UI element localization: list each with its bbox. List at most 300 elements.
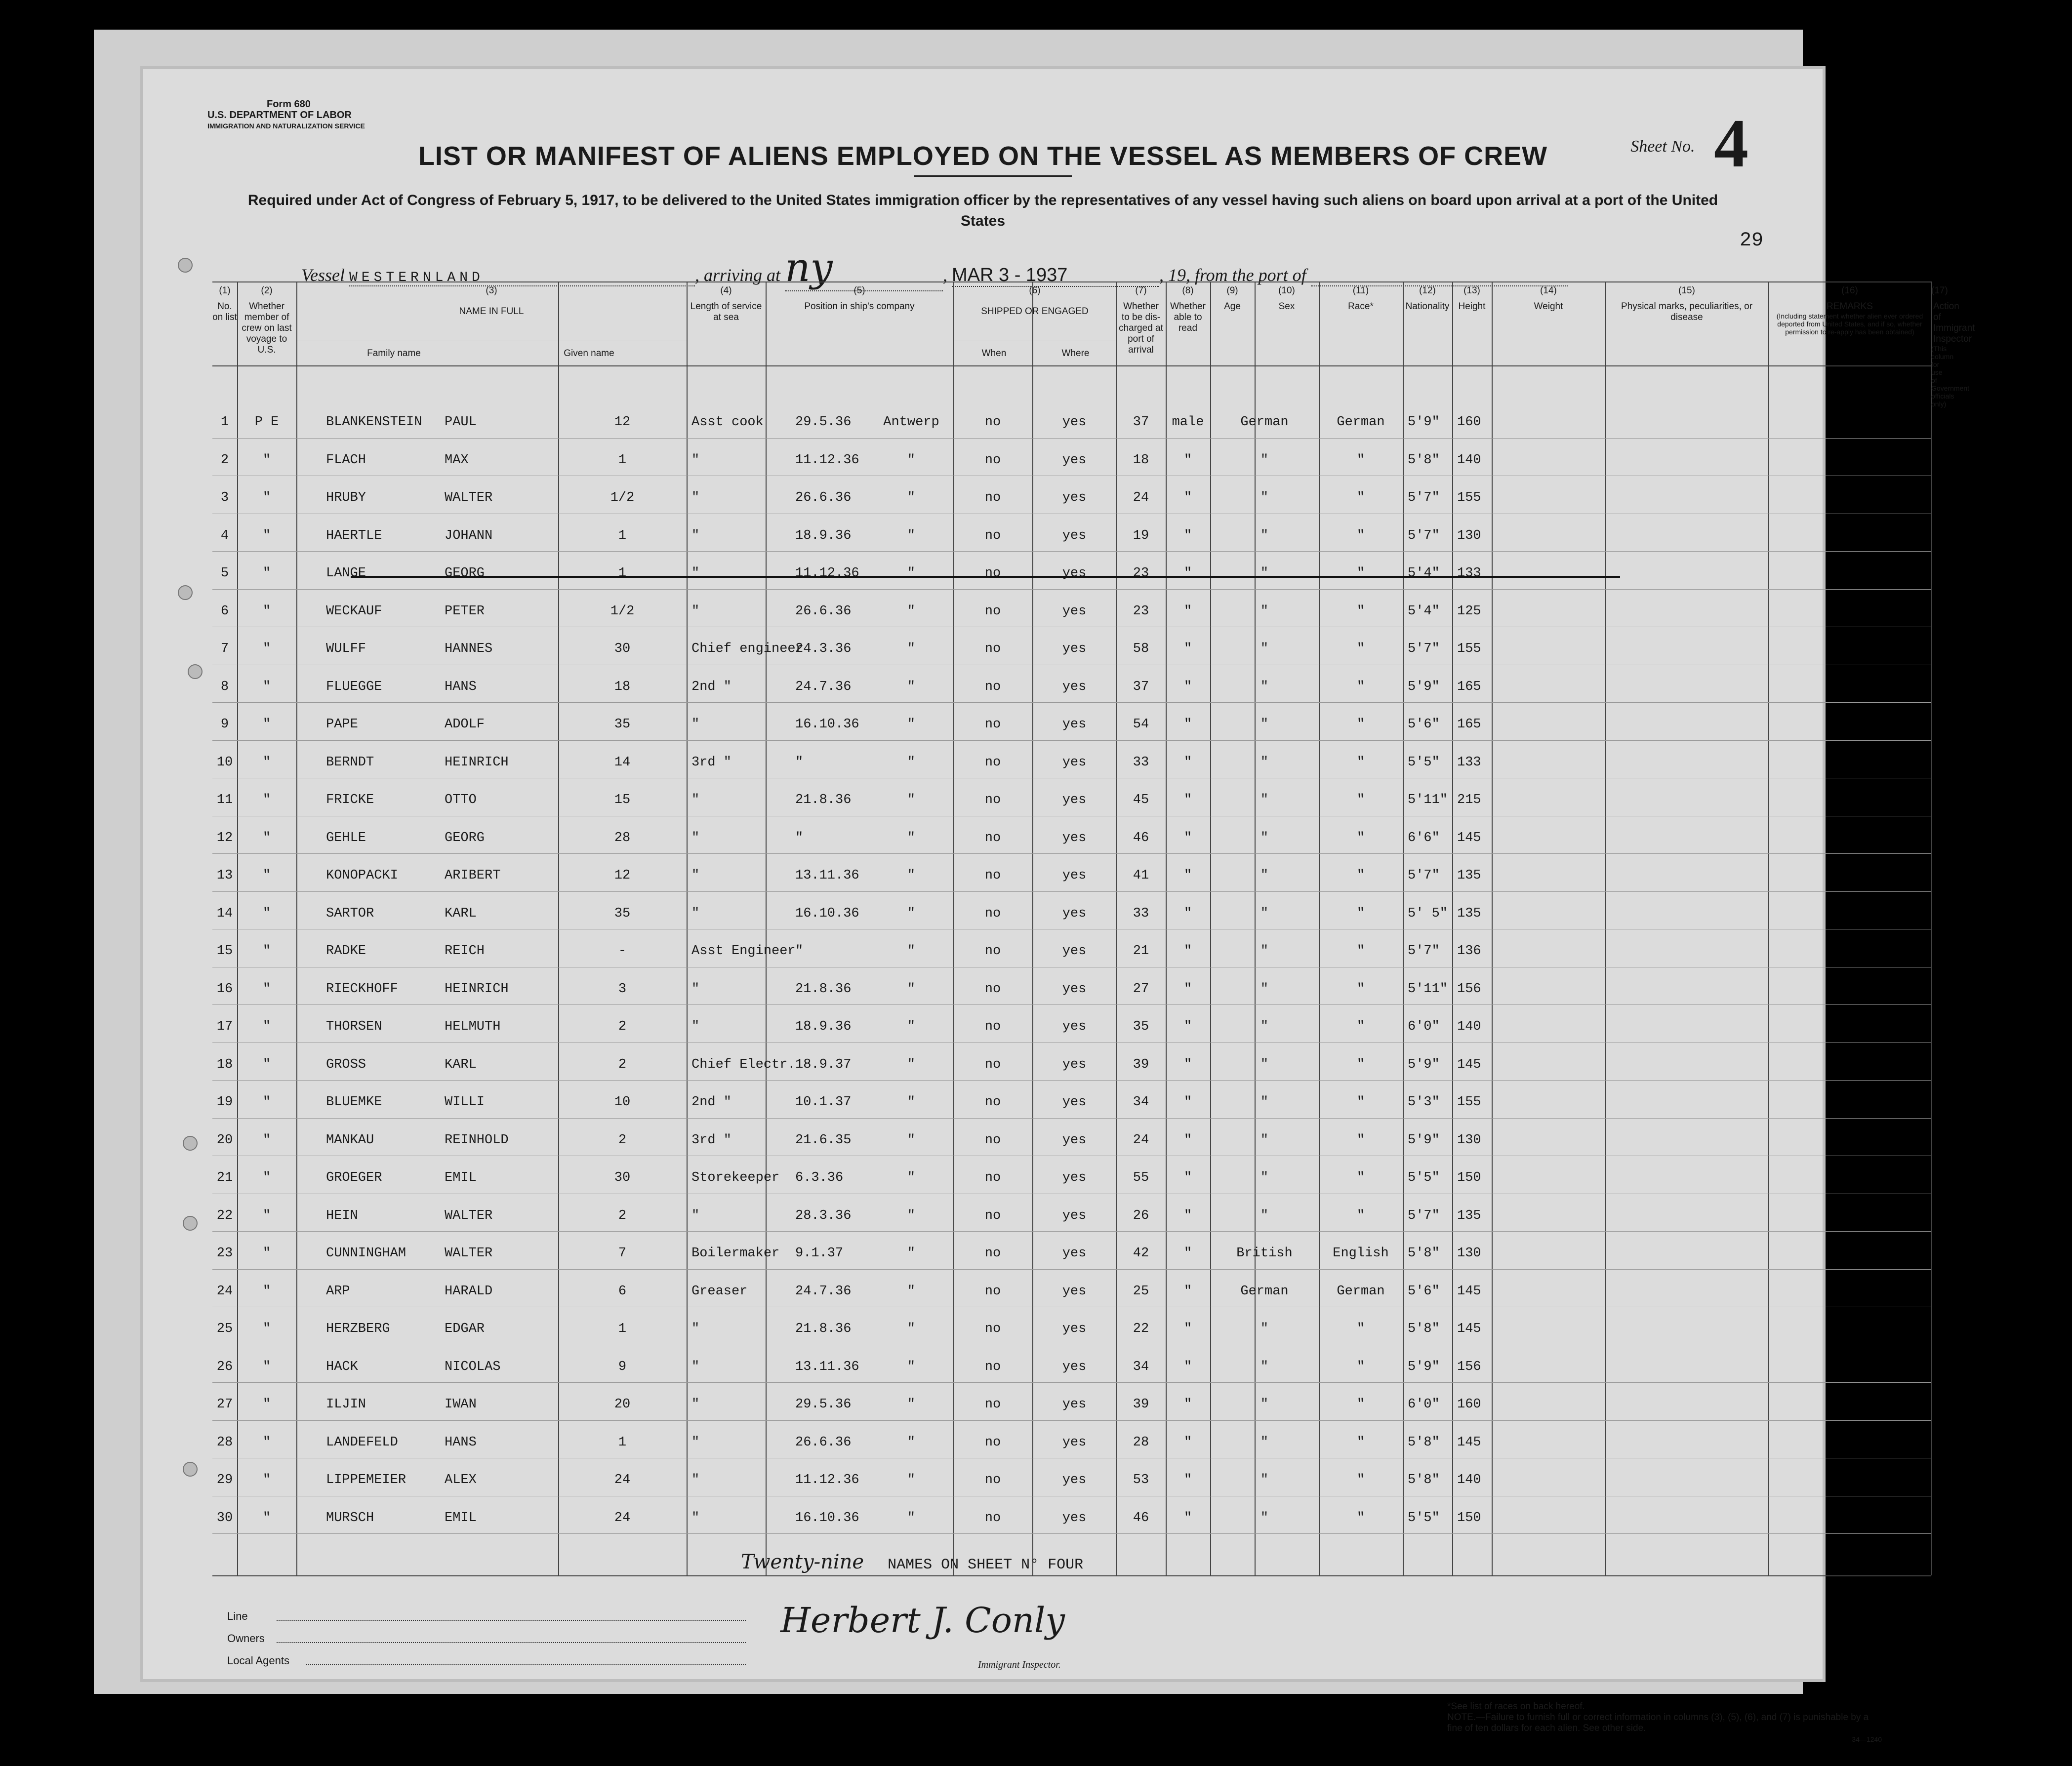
cell-race: ": [1260, 528, 1269, 543]
column-header: [212, 285, 237, 323]
cell-family: CUNNINGHAM: [326, 1246, 406, 1261]
cell-when: 11.12.36: [795, 452, 859, 468]
year-prefix: 19: [1168, 265, 1186, 285]
cell-sex: ": [1183, 793, 1192, 807]
cell-position: ": [691, 1435, 700, 1450]
cell-where: ": [907, 1132, 916, 1148]
cell-race: ": [1260, 679, 1269, 694]
cell-weight: 133: [1457, 566, 1481, 581]
cell-race: ": [1260, 793, 1269, 807]
column-number: (13): [1463, 285, 1480, 296]
cell-height: 5'6": [1408, 717, 1440, 732]
table-row: [212, 1208, 1931, 1228]
cell-nat: ": [1356, 1019, 1365, 1034]
cell-given: ALEX: [445, 1473, 477, 1487]
cell-where: ": [907, 1510, 916, 1525]
cell-no: 3: [220, 490, 229, 505]
cell-age: 42: [1133, 1246, 1149, 1261]
table-row: [212, 1360, 1931, 1379]
cell-weight: 145: [1457, 1435, 1481, 1450]
column-label: Race*: [1348, 301, 1374, 312]
cell-age: 34: [1133, 1359, 1149, 1374]
column-number: (9): [1226, 285, 1238, 296]
cell-weight: 215: [1457, 793, 1481, 807]
row-rule: [212, 1382, 1931, 1383]
cell-age: 54: [1133, 717, 1149, 732]
cell-nat: ": [1356, 642, 1365, 656]
cell-age: 22: [1133, 1322, 1149, 1336]
column-sublabel: Family name: [367, 348, 421, 359]
cell-service: 1: [618, 1322, 627, 1336]
table-row: [212, 1170, 1931, 1190]
table-row: [212, 528, 1931, 548]
form-number: Form 680: [267, 99, 311, 110]
column-header: [1319, 285, 1403, 312]
cell-when: 28.3.36: [795, 1208, 852, 1223]
column-label: Age: [1224, 301, 1241, 312]
table-row: [212, 944, 1931, 963]
cell-prev: ": [262, 1208, 271, 1223]
row-rule: [212, 1118, 1931, 1119]
cell-read: yes: [1062, 868, 1087, 883]
cell-height: 5'8": [1408, 1246, 1440, 1261]
cell-no: 8: [220, 679, 229, 694]
date-stamp: MAR 3 - 1937: [952, 265, 1068, 285]
cell-given: OTTO: [445, 793, 477, 807]
cell-position: ": [691, 1019, 700, 1034]
line-label: Line: [227, 1610, 248, 1622]
cell-race: German: [1240, 415, 1289, 430]
cell-read: yes: [1062, 830, 1087, 845]
cell-no: 11: [216, 793, 233, 807]
cell-position: Chief Electr.: [691, 1057, 796, 1072]
cell-read: yes: [1062, 1132, 1087, 1148]
cell-height: 5'7": [1408, 642, 1440, 656]
cell-nat: ": [1356, 717, 1365, 732]
cell-service: 15: [614, 793, 631, 807]
cell-family: BLANKENSTEIN: [326, 415, 422, 430]
cell-when: 18.9.37: [795, 1057, 852, 1072]
cell-position: ": [691, 566, 700, 581]
cell-age: 25: [1133, 1284, 1149, 1299]
cell-nat: ": [1356, 1208, 1365, 1223]
cell-service: 30: [614, 1170, 631, 1185]
cell-weight: 130: [1457, 1246, 1481, 1261]
cell-nat: ": [1356, 1057, 1365, 1072]
cell-given: WALTER: [445, 1246, 493, 1261]
vessel-value: WESTERNLAND: [349, 270, 484, 285]
cell-sex: ": [1183, 452, 1192, 468]
cell-sex: ": [1183, 1284, 1192, 1299]
cell-disch: no: [984, 1359, 1001, 1374]
cell-when: 11.12.36: [795, 1473, 859, 1487]
cell-when: 21.8.36: [795, 793, 852, 807]
column-label: REMARKS: [1827, 301, 1873, 312]
cell-race: ": [1260, 944, 1269, 959]
cell-where: ": [907, 717, 916, 732]
cell-age: 55: [1133, 1170, 1149, 1185]
cell-read: yes: [1062, 528, 1087, 543]
column-label: Weight: [1534, 301, 1563, 312]
cell-read: yes: [1062, 1095, 1087, 1110]
row-rule: [212, 551, 1931, 552]
row-rule: [212, 1269, 1931, 1270]
cell-prev: ": [262, 1284, 271, 1299]
cell-given: EDGAR: [445, 1322, 485, 1336]
cell-when: 21.8.36: [795, 981, 852, 997]
cell-sex: ": [1183, 1359, 1192, 1374]
cell-prev: ": [262, 906, 271, 921]
table-row: [212, 906, 1931, 926]
cell-where: ": [907, 1057, 916, 1072]
cell-no: 25: [216, 1322, 233, 1336]
cell-no: 24: [216, 1284, 233, 1299]
cell-age: 24: [1133, 1132, 1149, 1148]
row-rule: [212, 740, 1931, 741]
cell-when: 6.3.36: [795, 1170, 844, 1185]
cell-read: yes: [1062, 452, 1087, 468]
names-count-handwritten: Twenty-nine: [741, 1551, 864, 1573]
cell-height: 5'7": [1408, 944, 1440, 959]
cell-position: ": [691, 1322, 700, 1336]
cell-age: 18: [1133, 452, 1149, 468]
cell-read: yes: [1062, 566, 1087, 581]
cell-disch: no: [984, 566, 1001, 581]
row-rule: [212, 438, 1931, 439]
table-row: [212, 1397, 1931, 1417]
cell-sex: ": [1183, 944, 1192, 959]
cell-prev: ": [262, 1019, 271, 1034]
cell-given: PETER: [445, 603, 485, 619]
column-label: SHIPPED OR ENGAGED: [981, 306, 1089, 317]
cell-position: 3rd ": [691, 1132, 732, 1148]
cell-prev: ": [262, 603, 271, 619]
fine-note: NOTE.—Failure to furnish full or correct information in columns (3), (5), (6), and (7) is punishable by a fine of ten dollars for each alien. See other side.: [1447, 1712, 1869, 1733]
column-subnote: (Including statement whether alien ever ordered deported from United States, and if so, whether permission to re-apply has been obtained): [1776, 312, 1923, 336]
column-number: (3): [486, 285, 497, 296]
cell-given: ADOLF: [445, 717, 485, 732]
cell-read: yes: [1062, 415, 1087, 430]
cell-service: 1: [618, 566, 627, 581]
cell-service: 1: [618, 528, 627, 543]
cell-read: yes: [1062, 1397, 1087, 1412]
cell-family: SARTOR: [326, 906, 374, 921]
column-label: Action of Immigrant Inspector: [1933, 301, 1975, 344]
form-header: [207, 99, 365, 131]
cell-family: LANDEFELD: [326, 1435, 398, 1450]
table-row: [212, 868, 1931, 888]
cell-race: ": [1260, 1208, 1269, 1223]
agents-field: [306, 1664, 746, 1665]
cell-read: yes: [1062, 1435, 1087, 1450]
cell-weight: 125: [1457, 603, 1481, 619]
table-bottom-rule: [212, 1575, 1931, 1576]
cell-weight: 135: [1457, 868, 1481, 883]
cell-age: 27: [1133, 981, 1149, 997]
cell-disch: no: [984, 679, 1001, 694]
manifest-page: [143, 69, 1975, 1743]
cell-read: yes: [1062, 793, 1087, 807]
cell-weight: 165: [1457, 717, 1481, 732]
cell-weight: 155: [1457, 642, 1481, 656]
cell-position: ": [691, 1397, 700, 1412]
cell-family: HERZBERG: [326, 1322, 390, 1336]
cell-given: MAX: [445, 452, 469, 468]
cell-no: 30: [216, 1510, 233, 1525]
cell-sex: ": [1183, 906, 1192, 921]
cell-sex: ": [1183, 717, 1192, 732]
cell-sex: ": [1183, 528, 1192, 543]
cell-height: 6'6": [1408, 830, 1440, 845]
footnote: [1447, 1701, 1882, 1745]
cell-prev: ": [262, 868, 271, 883]
column-header: [1255, 285, 1319, 312]
cell-race: ": [1260, 755, 1269, 770]
department: U.S. DEPARTMENT OF LABOR: [207, 110, 352, 120]
cell-no: 17: [216, 1019, 233, 1034]
cell-no: 28: [216, 1435, 233, 1450]
column-header: [1210, 285, 1255, 312]
column-label: Position in ship's company: [804, 301, 915, 312]
cell-prev: ": [262, 755, 271, 770]
cell-age: 24: [1133, 490, 1149, 505]
cell-weight: 133: [1457, 755, 1481, 770]
cell-disch: no: [984, 1510, 1001, 1525]
cell-no: 23: [216, 1246, 233, 1261]
cell-height: 5'9": [1408, 1359, 1440, 1374]
table-row: [212, 1322, 1931, 1341]
cell-race: ": [1260, 566, 1269, 581]
cell-prev: ": [262, 717, 271, 732]
cell-no: 4: [220, 528, 229, 543]
cell-race: ": [1260, 1322, 1269, 1336]
cell-where: ": [907, 1435, 916, 1450]
column-header: [1116, 285, 1166, 356]
cell-nat: ": [1356, 1095, 1365, 1110]
cell-family: MURSCH: [326, 1510, 374, 1525]
column-label: Physical marks, peculiarities, or disease: [1621, 301, 1753, 322]
cell-sex: ": [1183, 1473, 1192, 1487]
cell-nat: ": [1356, 452, 1365, 468]
cell-disch: no: [984, 1284, 1001, 1299]
cell-service: 3: [618, 981, 627, 997]
cell-nat: ": [1356, 1397, 1365, 1412]
cell-sex: ": [1183, 1510, 1192, 1525]
arriving-label: arriving at: [703, 265, 780, 285]
cell-sex: ": [1183, 679, 1192, 694]
cell-given: WILLI: [445, 1095, 485, 1110]
cell-sex: ": [1183, 755, 1192, 770]
cell-position: ": [691, 1473, 700, 1487]
cell-service: 2: [618, 1208, 627, 1223]
cell-nat: ": [1356, 755, 1365, 770]
cell-prev: ": [262, 1095, 271, 1110]
cell-nat: German: [1337, 1284, 1385, 1299]
row-rule: [212, 702, 1931, 703]
cell-service: 1: [618, 1435, 627, 1450]
cell-disch: no: [984, 1246, 1001, 1261]
cell-sex: ": [1183, 490, 1192, 505]
cell-service: 35: [614, 717, 631, 732]
cell-service: 1/2: [610, 490, 635, 505]
cell-race: German: [1240, 1284, 1289, 1299]
cell-position: ": [691, 528, 700, 543]
cell-when: 11.12.36: [795, 566, 859, 581]
cell-nat: English: [1333, 1246, 1389, 1261]
cell-disch: no: [984, 717, 1001, 732]
cell-sex: ": [1183, 1057, 1192, 1072]
cell-nat: ": [1356, 1359, 1365, 1374]
cell-disch: no: [984, 1208, 1001, 1223]
cell-prev: ": [262, 452, 271, 468]
cell-nat: ": [1356, 1170, 1365, 1185]
owners-label: Owners: [227, 1632, 265, 1645]
cell-age: 35: [1133, 1019, 1149, 1034]
cell-no: 27: [216, 1397, 233, 1412]
cell-nat: ": [1356, 981, 1365, 997]
cell-family: GROSS: [326, 1057, 366, 1072]
cell-when: 16.10.36: [795, 1510, 859, 1525]
cell-given: HANNES: [445, 642, 493, 656]
cell-nat: ": [1356, 490, 1365, 505]
arriving-value: ny: [785, 244, 833, 290]
column-sublabel: Given name: [564, 348, 614, 359]
cell-nat: ": [1356, 906, 1365, 921]
cell-sex: ": [1183, 1322, 1192, 1336]
cell-where: ": [907, 490, 916, 505]
cell-sex: ": [1183, 868, 1192, 883]
row-rule: [212, 1231, 1931, 1232]
cell-family: HACK: [326, 1359, 358, 1374]
cell-race: ": [1260, 717, 1269, 732]
cell-no: 2: [220, 452, 229, 468]
cell-prev: P E: [254, 415, 279, 430]
cell-height: 5'9": [1408, 1132, 1440, 1148]
cell-prev: ": [262, 830, 271, 845]
crew-table: (1) No. on list (2) Whether member of crew on last voyage to U.S. (3) NAME IN FULL Family name Given name (4) Length of service at sea (5) Position in ship's company (6) SHIPPED OR ENGAGED When Where (7) Whether to be dis-charged at port of arrival (8) Whether able to read (9) Age (10) Sex (11) Race* (12) Nationality (13) Height (14) Weight (15) Physical marks, peculiarities, or disease (16) REMARKS (Including statement whether alien ever ordered deported from United States, and if so, whether permission to re-apply has been obtained) (17) Action of Immigrant Inspector (This column for use of Government officials only) 1 P E BLANKENSTEIN PAUL 12 Asst cook 29.5.36 Antwerp no yes 37 male German German 5'9" 160 2 " FLACH MAX 1 " 11.12.36 " no yes 18 " " " 5'8" 140 3 " HRUBY WALTER 1/2 " 26.6.36 " no yes 24 " " " 5'7" 155 4 " HAERTLE JOHANN 1 " 18.9.36 " no yes 19 " " " 5'7" 130 5 " LANGE GEORG 1 " 11.12.36 " no yes 23 " " " 5'4" 133 6 " WECKAUF PETER 1/2 " 26.6.36 " no yes 23 " " " 5'4" 125 7 " WULFF HANNES 30 Chief engineer 24.3.36 " no yes 58 " " " 5'7" 155 8 " FLUEGGE HANS 18 2nd " 24.7.36 " no yes 37 " " " 5'9" 165 9 " PAPE ADOLF 35 " 16.10.36 " no yes 54 " " " 5'6" 165 10 " BERNDT HEINRICH 14 3rd " " " no yes 33 " " " 5'5" 133 11 " FRICKE OTTO 15 " 21.8.36 " no yes 45 " " " 5'11" 215 12 " GEHLE GEORG 28 " " " no yes 46 " " " 6'6" 145 13 " KONOPACKI ARIBERT 12 " 13.11.36 " no yes 41 " " " 5'7" 135 14 " SARTOR KARL 35 " 16.10.36 " no yes 33 " " " 5' 5" 135 15 " RADKE REICH - Asst Engineer " " no yes 21 " " " 5'7" 136 16 " RIECKHOFF HEINRICH 3 " 21.8.36 " no yes 27 " " " 5'11" 156 17 " THORSEN HELMUTH 2 " 18.9.36 " no yes 35 " " " 6'0" 140 18 " GROSS KARL 2 Chief Electr. 18.9.37 " no yes 39 " " " 5'9" 145 19 " BLUEMKE WILLI 10 2nd " 10.1.37 " no yes 34 " " " 5'3" 155 20 " MANKAU REINHOLD 2 3rd " 21.6.35 " no yes 24 " " " 5'9" 130 21 " GROEGER EMIL 30 Storekeeper 6.3.36 " no yes 55 " " " 5'5" 150 22 " HEIN WALTER 2 " 28.3.36 " no yes 26 " " " 5'7" 135 23 " CUNNINGHAM WALTER 7 Boilermaker 9.1.37 " no yes 42 " British English 5'8" 130 24 " ARP HARALD 6 Greaser 24.7.36 " no yes 25 " German German 5'6" 145 25 " HERZBERG EDGAR 1 " 21.8.36 " no yes 22 " " " 5'8" 145 26 " HACK NICOLAS 9 " 13.11.36 " no yes 34 " " " 5'9" 156 27 " ILJIN IWAN 20 " 29.5.36 " no yes 39 " " " 6'0" 160 28 " LANDEFELD HANS 1 " 26.6.36 " no yes 28 " " " 5'8" 145 29 " LIPPEMEIER ALEX 24 " 11.12.36 " no yes 53 " " " 5'8" 140 30 " MURSCH EMIL 24 " 16.10.36 " no yes 46 " " " 5'5" 150: [212, 281, 1931, 1575]
column-header: [1492, 285, 1605, 312]
cell-race: ": [1260, 1359, 1269, 1374]
cell-age: 23: [1133, 603, 1149, 619]
column-header: [766, 285, 953, 312]
cell-given: EMIL: [445, 1510, 477, 1525]
cell-position: ": [691, 1510, 700, 1525]
names-on-sheet: NAMES ON SHEET N° FOUR: [888, 1557, 1084, 1573]
cell-height: 5'5": [1408, 1170, 1440, 1185]
cell-sex: ": [1183, 1095, 1192, 1110]
cell-no: 21: [216, 1170, 233, 1185]
cell-where: ": [907, 566, 916, 581]
column-number: (5): [853, 285, 865, 296]
cell-height: 5'7": [1408, 868, 1440, 883]
cell-race: ": [1260, 1435, 1269, 1450]
cell-service: 2: [618, 1057, 627, 1072]
cell-no: 6: [220, 603, 229, 619]
cell-given: HANS: [445, 679, 477, 694]
cell-given: HARALD: [445, 1284, 493, 1299]
cell-service: 24: [614, 1473, 631, 1487]
cell-no: 5: [220, 566, 229, 581]
strikethrough: [351, 576, 1620, 578]
cell-when: 10.1.37: [795, 1095, 852, 1110]
cell-position: ": [691, 452, 700, 468]
cell-prev: ": [262, 1473, 271, 1487]
cell-prev: ": [262, 793, 271, 807]
column-number: (15): [1678, 285, 1695, 296]
cell-height: 5'11": [1408, 981, 1448, 997]
cell-service: 24: [614, 1510, 631, 1525]
cell-read: yes: [1062, 603, 1087, 619]
table-row: [212, 982, 1931, 1002]
cell-weight: 145: [1457, 1284, 1481, 1299]
cell-given: GEORG: [445, 566, 485, 581]
column-header: [953, 285, 1116, 317]
cell-where: ": [907, 1284, 916, 1299]
cell-read: yes: [1062, 944, 1087, 959]
cell-family: FLACH: [326, 452, 366, 468]
cell-no: 16: [216, 981, 233, 997]
cell-position: 2nd ": [691, 1095, 732, 1110]
cell-family: LANGE: [326, 566, 366, 581]
table-row: [212, 453, 1931, 473]
cell-weight: 145: [1457, 830, 1481, 845]
cell-age: 37: [1133, 679, 1149, 694]
cell-service: 1/2: [610, 603, 635, 619]
cell-where: ": [907, 528, 916, 543]
header-rule: [212, 365, 1931, 366]
cell-nat: German: [1337, 415, 1385, 430]
cell-height: 5'11": [1408, 793, 1448, 807]
cell-read: yes: [1062, 1510, 1087, 1525]
punch-hole: [183, 1136, 198, 1151]
row-rule: [212, 589, 1931, 590]
cell-prev: ": [262, 1510, 271, 1525]
page-mark: 29: [1739, 230, 1763, 252]
table-row: [212, 642, 1931, 661]
cell-race: ": [1260, 603, 1269, 619]
cell-read: yes: [1062, 1284, 1087, 1299]
cell-age: 26: [1133, 1208, 1149, 1223]
cell-sex: ": [1183, 1246, 1192, 1261]
cell-weight: 135: [1457, 906, 1481, 921]
cell-race: ": [1260, 452, 1269, 468]
cell-no: 26: [216, 1359, 233, 1374]
page-subtitle: Required under Act of Congress of February 5, 1917, to be delivered to the United States immigration officer by the representatives of any vessel having such aliens on board upon arrival at a port of the United States: [247, 192, 1718, 229]
cell-age: 41: [1133, 868, 1149, 883]
cell-prev: ": [262, 1132, 271, 1148]
column-header: [296, 285, 687, 317]
cell-disch: no: [984, 1435, 1001, 1450]
cell-height: 5'8": [1408, 1435, 1440, 1450]
cell-weight: 150: [1457, 1170, 1481, 1185]
cell-when: 26.6.36: [795, 490, 852, 505]
cell-service: -: [618, 944, 627, 959]
cell-family: ARP: [326, 1284, 350, 1299]
cell-position: ": [691, 490, 700, 505]
cell-disch: no: [984, 1322, 1001, 1336]
cell-sex: ": [1183, 981, 1192, 997]
table-row: [212, 415, 1931, 435]
cell-disch: no: [984, 868, 1001, 883]
cell-height: 5'5": [1408, 755, 1440, 770]
cell-given: IWAN: [445, 1397, 477, 1412]
cell-prev: ": [262, 1170, 271, 1185]
cell-service: 12: [614, 868, 631, 883]
column-number: (8): [1182, 285, 1194, 296]
cell-height: 5'9": [1408, 415, 1440, 430]
cell-family: GROEGER: [326, 1170, 382, 1185]
cell-age: 34: [1133, 1095, 1149, 1110]
